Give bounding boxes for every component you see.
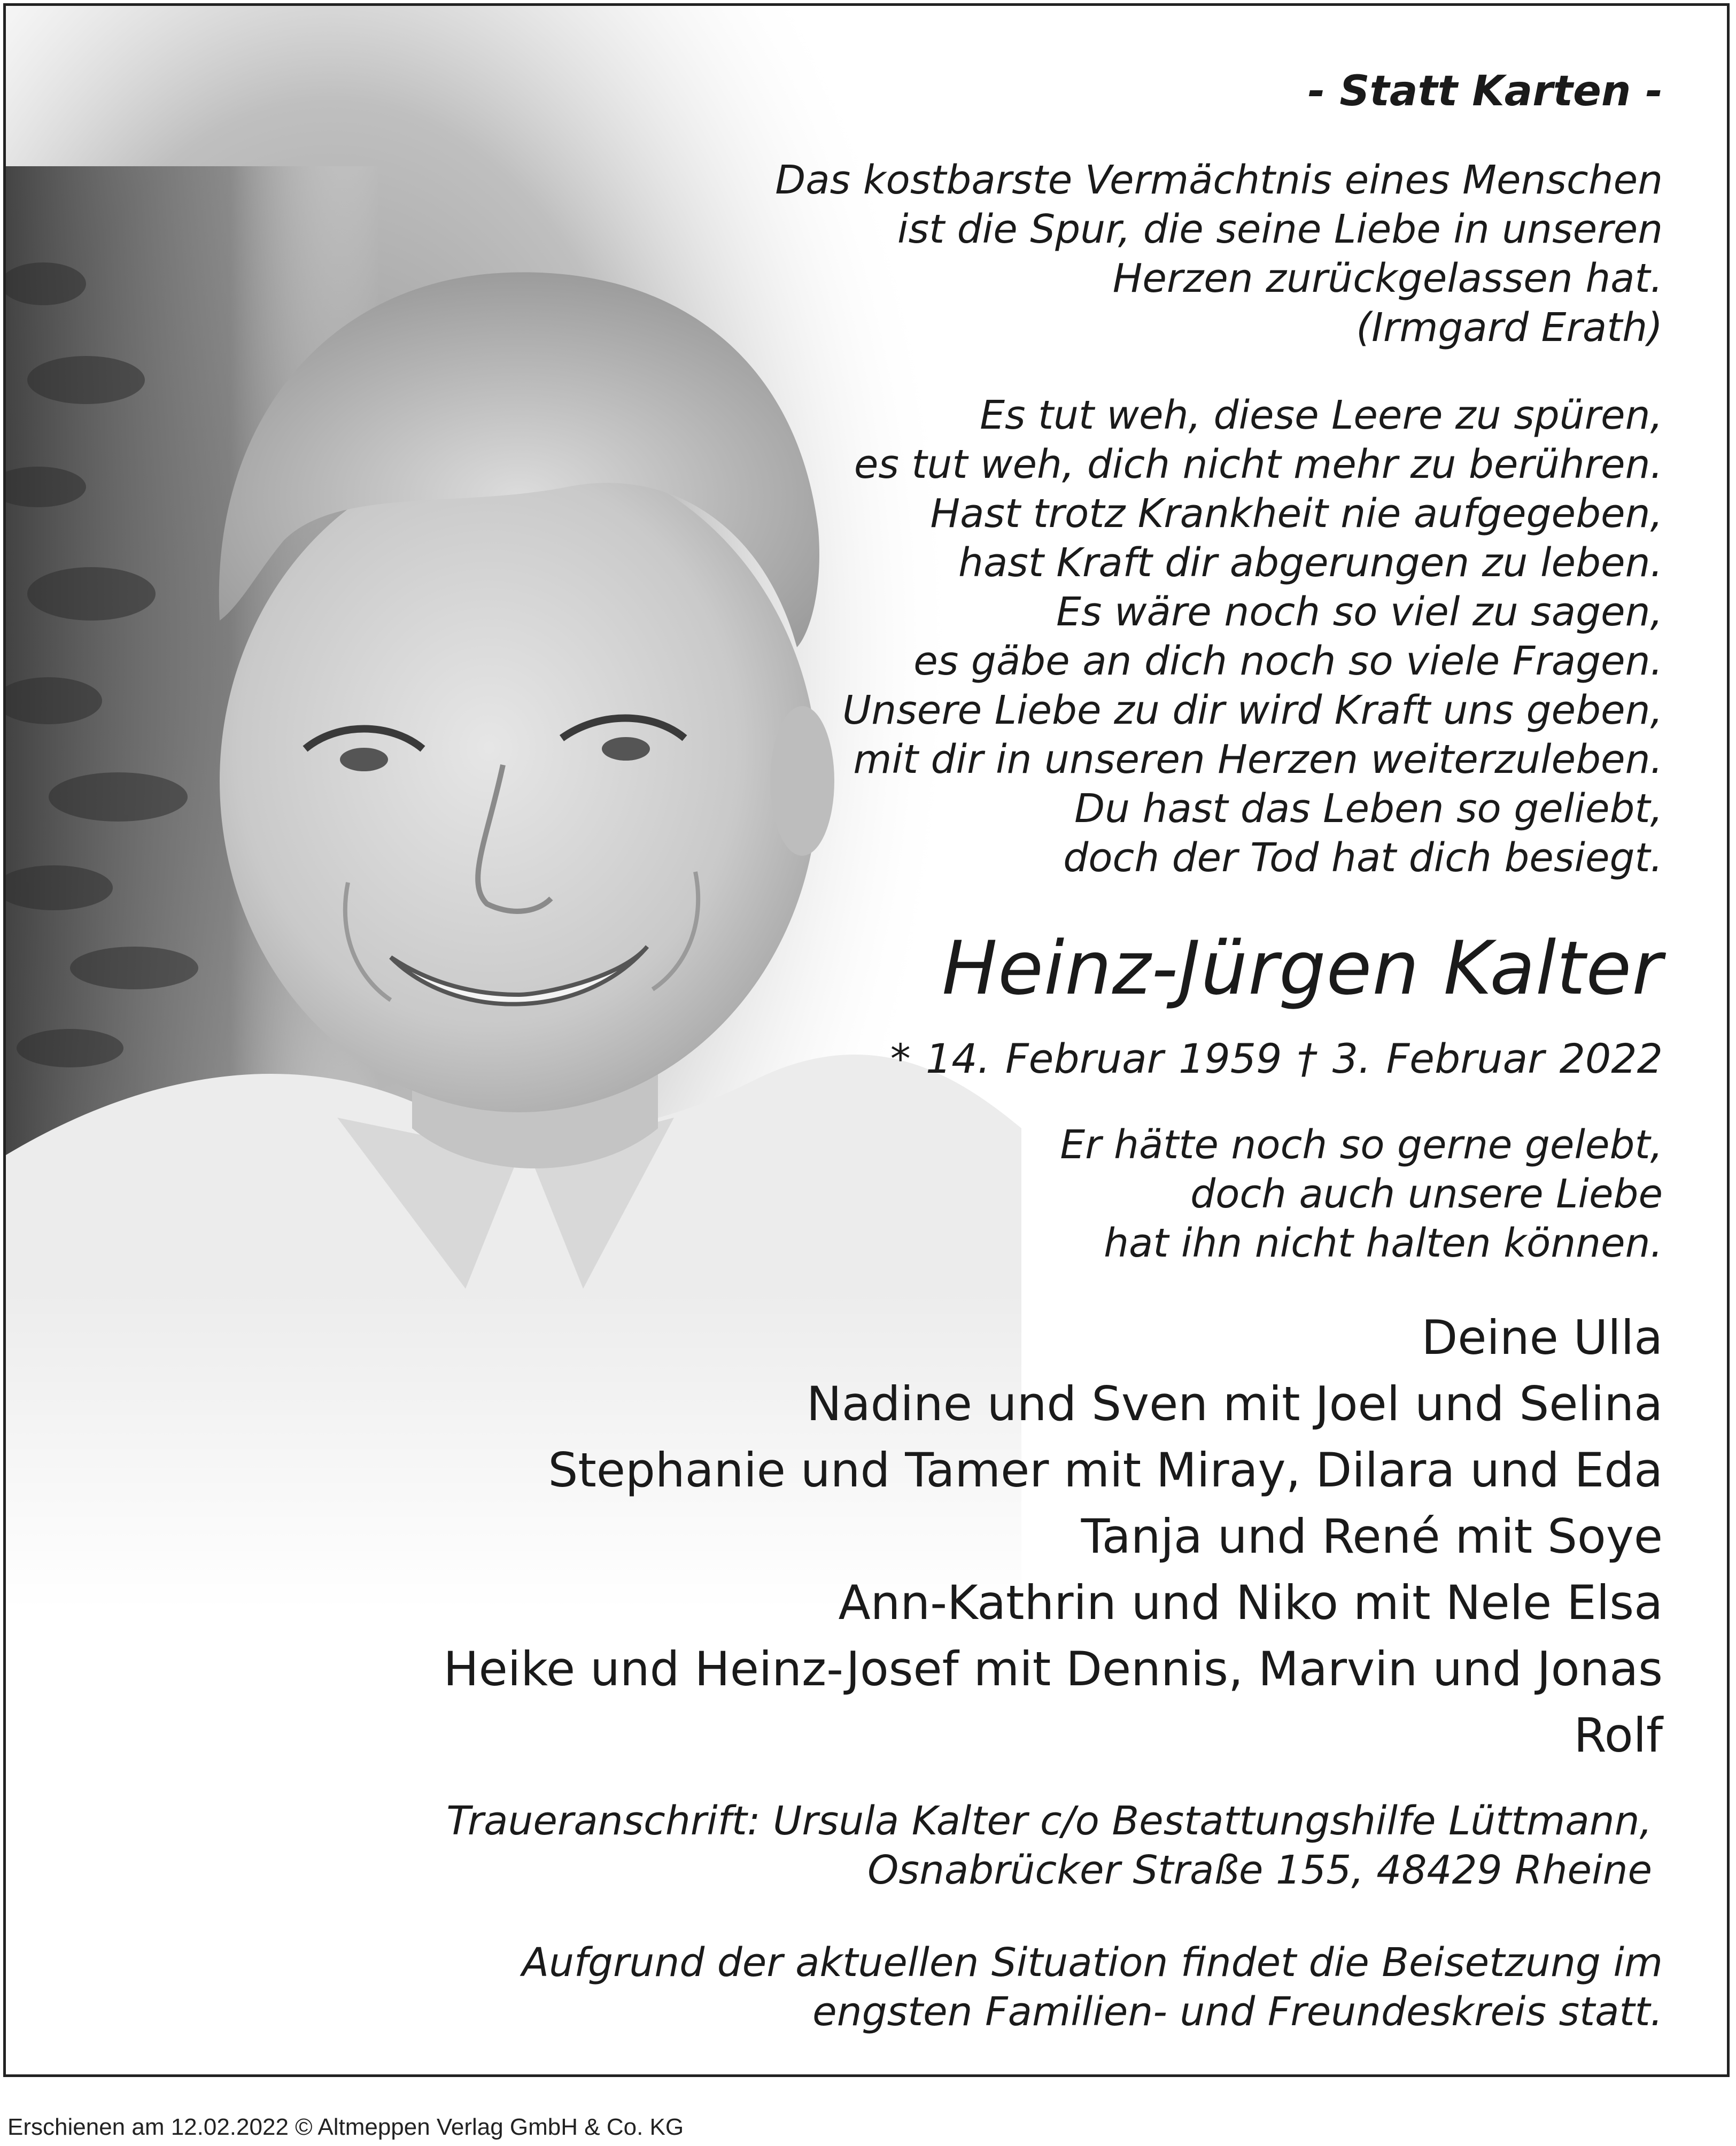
verse-line: hat ihn nicht halten können.: [1104, 1220, 1663, 1266]
life-dates: * 14. Februar 1959 † 3. Februar 2022: [890, 1035, 1663, 1082]
verse-line: doch auch unsere Liebe: [1190, 1171, 1663, 1217]
poem-line: Es wäre noch so viel zu sagen,: [1056, 589, 1663, 635]
portrait-photo: [6, 6, 1021, 1609]
poem-line: hast Kraft dir abgerungen zu leben.: [958, 540, 1663, 586]
deceased-name: Heinz-Jürgen Kalter: [942, 925, 1663, 1011]
mourning-address-line: Traueranschrift: Ursula Kalter c/o Bestattungshilfe Lüttmann,: [446, 1798, 1652, 1844]
family-line: Nadine und Sven mit Joel und Selina: [806, 1376, 1663, 1431]
poem-line: Hast trotz Krankheit nie aufgegeben,: [930, 491, 1663, 537]
poem-line: Unsere Liebe zu dir wird Kraft uns geben,: [842, 687, 1663, 733]
family-line: Ann-Kathrin und Niko mit Nele Elsa: [838, 1575, 1663, 1630]
poem-line: es tut weh, dich nicht mehr zu berühren.: [854, 441, 1663, 487]
quote-line: Das kostbarste Vermächtnis eines Menschen: [775, 157, 1663, 203]
family-line: Stephanie und Tamer mit Miray, Dilara und Eda: [548, 1443, 1663, 1498]
poem-line: es gäbe an dich noch so viele Fragen.: [913, 638, 1663, 684]
family-line: Heike und Heinz-Josef mit Dennis, Marvin und Jonas: [443, 1641, 1663, 1696]
closing-note-line: engsten Familien- und Freundeskreis statt.: [812, 1989, 1663, 2035]
poem-line: Du hast das Leben so geliebt,: [1074, 786, 1663, 832]
family-line: Deine Ulla: [1421, 1310, 1663, 1365]
poem-line: Es tut weh, diese Leere zu spüren,: [980, 392, 1663, 438]
quote-line: ist die Spur, die seine Liebe in unseren: [897, 206, 1663, 252]
quote-author: (Irmgard Erath): [1356, 305, 1663, 351]
obituary-notice: [3, 3, 1730, 2077]
poem-line: doch der Tod hat dich besiegt.: [1063, 835, 1663, 881]
mourning-address-line: Osnabrücker Straße 155, 48429 Rheine: [867, 1847, 1652, 1893]
publication-footer: Erschienen am 12.02.2022 © Altmeppen Verlag GmbH & Co. KG: [7, 2114, 684, 2140]
verse-line: Er hätte noch so gerne gelebt,: [1060, 1122, 1663, 1168]
quote-line: Herzen zurückgelassen hat.: [1112, 255, 1663, 301]
family-line: Tanja und René mit Soye: [1081, 1509, 1663, 1564]
closing-note-line: Aufgrund der aktuellen Situation findet die Beisetzung im: [522, 1940, 1663, 1986]
poem-line: mit dir in unseren Herzen weiterzuleben.: [853, 737, 1663, 783]
family-line: Rolf: [1574, 1708, 1663, 1763]
statt-karten-heading: - Statt Karten -: [1307, 67, 1663, 115]
